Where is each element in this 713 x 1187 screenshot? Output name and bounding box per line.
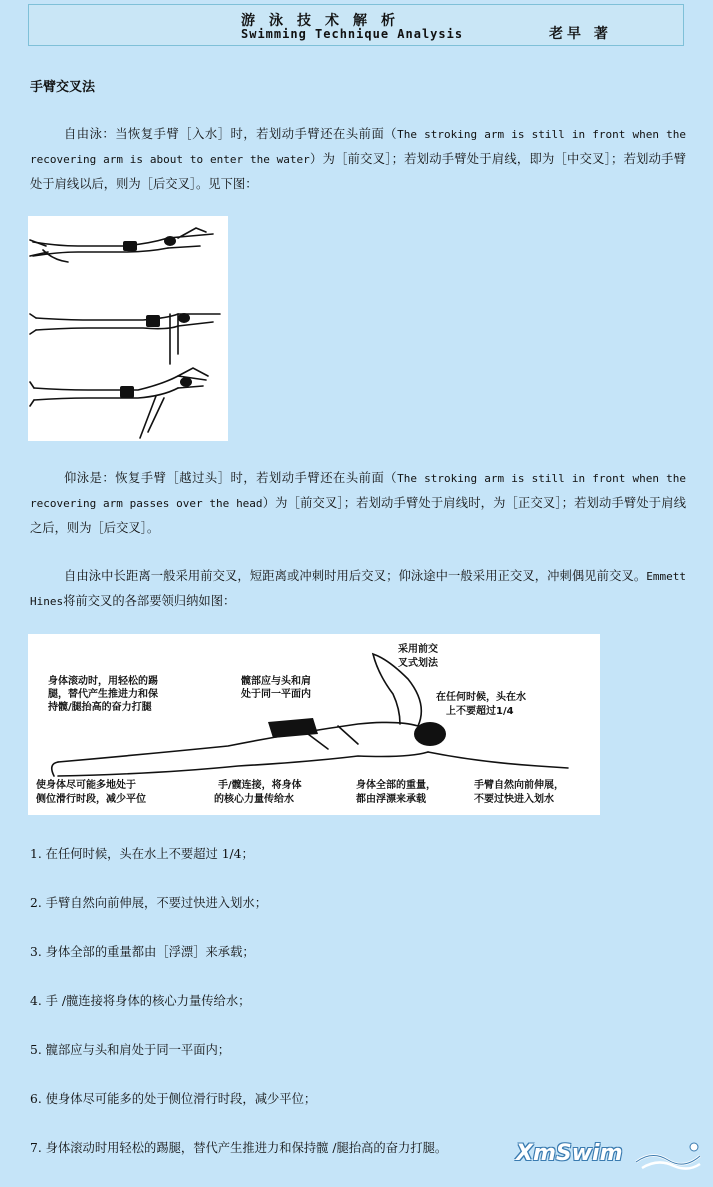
- paragraph-english: Emmett Hines: [30, 570, 686, 608]
- paragraph-text: 自由泳中长距离一般采用前交叉，短距离或冲刺时用后交叉；仰泳途中一般采用正交叉，冲刺偶见前交叉。: [64, 569, 647, 583]
- label-bottom-2a: 手/髋连接，将身体: [218, 780, 302, 791]
- label-top-right-1: 采用前交: [398, 644, 438, 655]
- xmswim-logo: [516, 1138, 706, 1174]
- label-bottom-3b: 都由浮漂来承载: [356, 794, 426, 805]
- paragraph-freestyle: [30, 122, 686, 197]
- article-header: [28, 4, 684, 46]
- paragraph-text: 仰泳是：恢复手臂［越过头］时，若划动手臂还在头前面（: [64, 471, 398, 485]
- section-title: 手臂交叉法: [30, 80, 96, 95]
- label-bottom-4a: 手臂自然向前伸展，: [474, 780, 564, 791]
- list-item: 1. 在任何时候，头在水上不要超过 1/4；: [30, 847, 254, 861]
- paragraph-english: The stroking arm is still in front when the recovering arm passes over the head: [30, 472, 686, 510]
- label-bottom-3a: 身体全部的重量，: [356, 780, 436, 791]
- label-head-2: 上不要超过1/4: [446, 706, 514, 717]
- label-mid-top-1: 髋部应与头和肩: [241, 676, 311, 687]
- list-item: 3. 身体全部的重量都由［浮漂］来承载；: [30, 945, 255, 959]
- label-bottom-1b: 侧位滑行时段，减少平位: [36, 794, 146, 805]
- list-item: 4. 手 /髋连接将身体的核心力量传给水；: [30, 994, 251, 1008]
- logo-text: XmSwim: [516, 1141, 623, 1166]
- header-author: 老早 著: [549, 26, 612, 42]
- label-top-right-2: 叉式划法: [398, 658, 438, 669]
- label-left-top-2: 腿，替代产生推进力和保: [48, 689, 158, 700]
- paragraph-text: 将前交叉的各部要领归纳如图：: [63, 594, 236, 608]
- label-bottom-4b: 不要过快进入划水: [474, 794, 554, 805]
- label-mid-top-2: 处于同一平面内: [241, 689, 311, 700]
- label-bottom-1a: 使身体尽可能多地处于: [36, 780, 136, 791]
- list-item: 2. 手臂自然向前伸展，不要过快进入划水；: [30, 896, 267, 910]
- paragraph-text: ）为［前交叉］；若划动手臂处于肩线，即为［中交叉］；若划动手臂处于肩线以后，则为［后交叉］。见下图：: [30, 152, 686, 191]
- header-title-cn: 游泳技术解析: [241, 13, 409, 29]
- list-item: 5. 髋部应与头和肩处于同一平面内；: [30, 1043, 231, 1057]
- figure-front-crossover-points: [28, 634, 600, 815]
- paragraph-usage: [30, 564, 686, 614]
- list-item: 6. 使身体尽可能多的处于侧位滑行时段，减少平位；: [30, 1092, 317, 1106]
- figure-freestyle-crossover: [28, 216, 228, 441]
- list-item: 7. 身体滚动时用轻松的踢腿，替代产生推进力和保持髋 /腿抬高的奋力打腿。: [30, 1141, 448, 1155]
- paragraph-english: The stroking arm is still in front when the recovering arm is about to enter the water: [30, 128, 686, 166]
- label-left-top-3: 持髋/腿抬高的奋力打腿: [48, 702, 152, 713]
- paragraph-text: ）为［前交叉］；若划动手臂处于肩线时，为［正交叉］；若划动手臂处于肩线之后，则为［后交叉］。: [30, 496, 687, 535]
- header-title-en: Swimming Technique Analysis: [241, 27, 464, 41]
- wave-icon: [634, 1138, 704, 1174]
- label-bottom-2b: 的核心力量传给水: [214, 794, 294, 805]
- paragraph-backstroke: [30, 466, 686, 541]
- paragraph-text: 自由泳：当恢复手臂［入水］时，若划动手臂还在头前面（: [64, 127, 398, 141]
- label-left-top-1: 身体滚动时，用轻松的踢: [48, 676, 158, 687]
- label-head-1: 在任何时候，头在水: [436, 692, 526, 703]
